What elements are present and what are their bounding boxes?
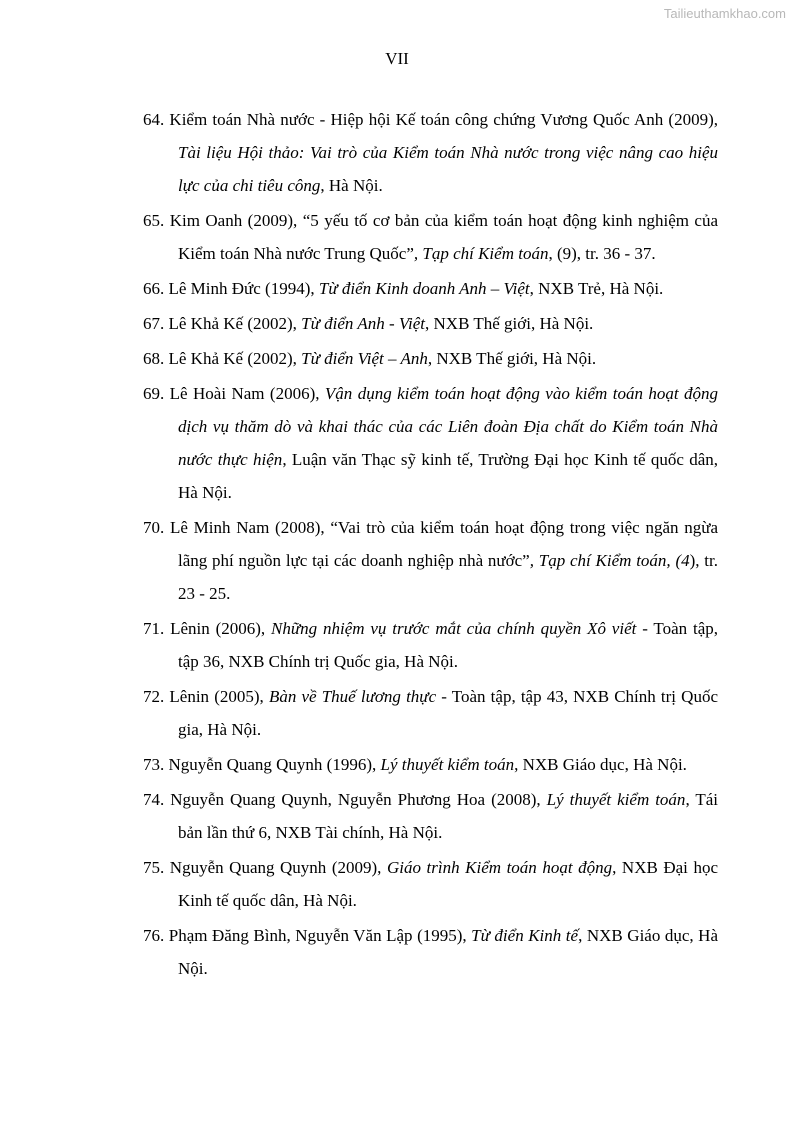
reference-text: , NXB Đại học Kinh tế quốc dân, Hà Nội.	[178, 858, 718, 910]
reference-text: Nguyễn Quang Quynh, Nguyễn Phương Hoa (2008),	[170, 790, 547, 809]
reference-item	[143, 377, 718, 509]
reference-number: 72.	[143, 687, 170, 706]
reference-item	[143, 851, 718, 917]
reference-text: , Hà Nội.	[320, 176, 383, 195]
reference-title: Lý thuyết kiểm toán	[546, 790, 686, 809]
reference-text: Nguyễn Quang Quynh (1996),	[168, 755, 381, 774]
reference-number: 73.	[143, 755, 169, 774]
reference-item	[143, 342, 718, 375]
reference-number: 65.	[143, 211, 170, 230]
reference-text: , Tái bản lần thứ 6, NXB Tài chính, Hà Nội.	[178, 790, 719, 842]
reference-number: 74.	[143, 790, 171, 809]
reference-text: Kim Oanh (2009), “5 yếu tố cơ bản của kiểm toán hoạt động kinh nghiệm của Kiểm toán Nhà nước Trung Quốc”	[169, 211, 719, 263]
reference-text: Lênin (2005),	[169, 687, 269, 706]
reference-text: , NXB Thế giới, Hà Nội.	[427, 349, 597, 368]
reference-text: , NXB Trẻ, Hà Nội.	[529, 279, 664, 298]
reference-item	[143, 103, 718, 202]
reference-number: 70.	[143, 518, 170, 537]
reference-text: Lê Khả Kế (2002),	[168, 349, 302, 368]
reference-number: 67.	[143, 314, 169, 333]
reference-title: Từ điển Việt – Anh	[301, 349, 428, 368]
reference-text: Kiểm toán Nhà nước - Hiệp hội Kế toán công chứng Vương Quốc Anh (2009),	[169, 110, 719, 129]
reference-text: , NXB Giáo dục, Hà Nội.	[514, 755, 687, 774]
reference-list	[143, 103, 718, 987]
reference-number: 64.	[143, 110, 170, 129]
page-number: VII	[385, 49, 409, 68]
reference-title: Bàn về Thuế lương thực	[268, 687, 437, 706]
reference-item	[143, 680, 718, 746]
reference-text: Lênin (2006),	[170, 619, 272, 638]
reference-text: , Luận văn Thạc sỹ kinh tế, Trường Đại học Kinh tế quốc dân, Hà Nội.	[178, 450, 719, 502]
reference-text: Lê Minh Nam (2008), “Vai trò của kiểm toán hoạt động trong việc ngăn ngừa lãng phí nguồn lực tại các doanh nghiệp nhà nước”	[170, 518, 718, 570]
reference-number: 66.	[143, 279, 169, 298]
reference-title: Từ điển Anh - Việt	[301, 314, 426, 333]
reference-text: - Toàn tập, tập 43, NXB Chính trị Quốc gia, Hà Nội.	[178, 687, 718, 739]
reference-number: 68.	[143, 349, 169, 368]
reference-text: Phạm Đăng Bình, Nguyễn Văn Lập (1995),	[168, 926, 472, 945]
reference-item	[143, 919, 718, 985]
reference-text: ), tr. 23 - 25.	[178, 551, 718, 603]
reference-number: 76.	[143, 926, 169, 945]
reference-title: Lý thuyết kiểm toán	[380, 755, 515, 774]
reference-text: Lê Khả Kế (2002),	[168, 314, 302, 333]
reference-item	[143, 511, 718, 610]
reference-title: Từ điển Kinh doanh Anh – Việt	[318, 279, 530, 298]
reference-text: , NXB Giáo dục, Hà Nội.	[178, 926, 719, 978]
reference-title: Từ điển Kinh tế	[471, 926, 579, 945]
reference-number: 71.	[143, 619, 171, 638]
reference-title: Tài liệu Hội thảo: Vai trò của Kiểm toán Nhà nước trong việc nâng cao hiệu lực của chi tiêu công	[178, 143, 718, 195]
reference-item	[143, 272, 718, 305]
reference-item	[143, 307, 718, 340]
reference-number: 69.	[143, 384, 170, 403]
reference-item	[143, 783, 718, 849]
reference-text: Lê Hoài Nam (2006),	[169, 384, 325, 403]
reference-title: Giáo trình Kiểm toán hoạt động	[386, 858, 613, 877]
reference-text: Lê Minh Đức (1994),	[168, 279, 319, 298]
reference-title: Những nhiệm vụ trước mắt của chính quyền Xô viết	[271, 619, 637, 638]
reference-item	[143, 612, 718, 678]
reference-number: 75.	[143, 858, 170, 877]
reference-title: Vận dụng kiểm toán hoạt động vào kiểm toán hoạt động dịch vụ thăm dò và khai thác của các Liên đoàn Địa chất do Kiểm toán Nhà nước thực hiện	[178, 384, 719, 469]
reference-text: - Toàn tập, tập 36, NXB Chính trị Quốc gia, Hà Nội.	[178, 619, 718, 671]
reference-item	[143, 748, 718, 781]
reference-text: , NXB Thế giới, Hà Nội.	[425, 314, 594, 333]
watermark: Tailieuthamkhao.com	[663, 6, 786, 21]
reference-text: Nguyễn Quang Quynh (2009),	[169, 858, 387, 877]
reference-text: , (9), tr. 36 - 37.	[548, 244, 656, 263]
reference-title: , Tạp chí Kiểm toán	[413, 244, 549, 263]
reference-title: , Tạp chí Kiểm toán, (4	[529, 551, 690, 570]
reference-item	[143, 204, 718, 270]
